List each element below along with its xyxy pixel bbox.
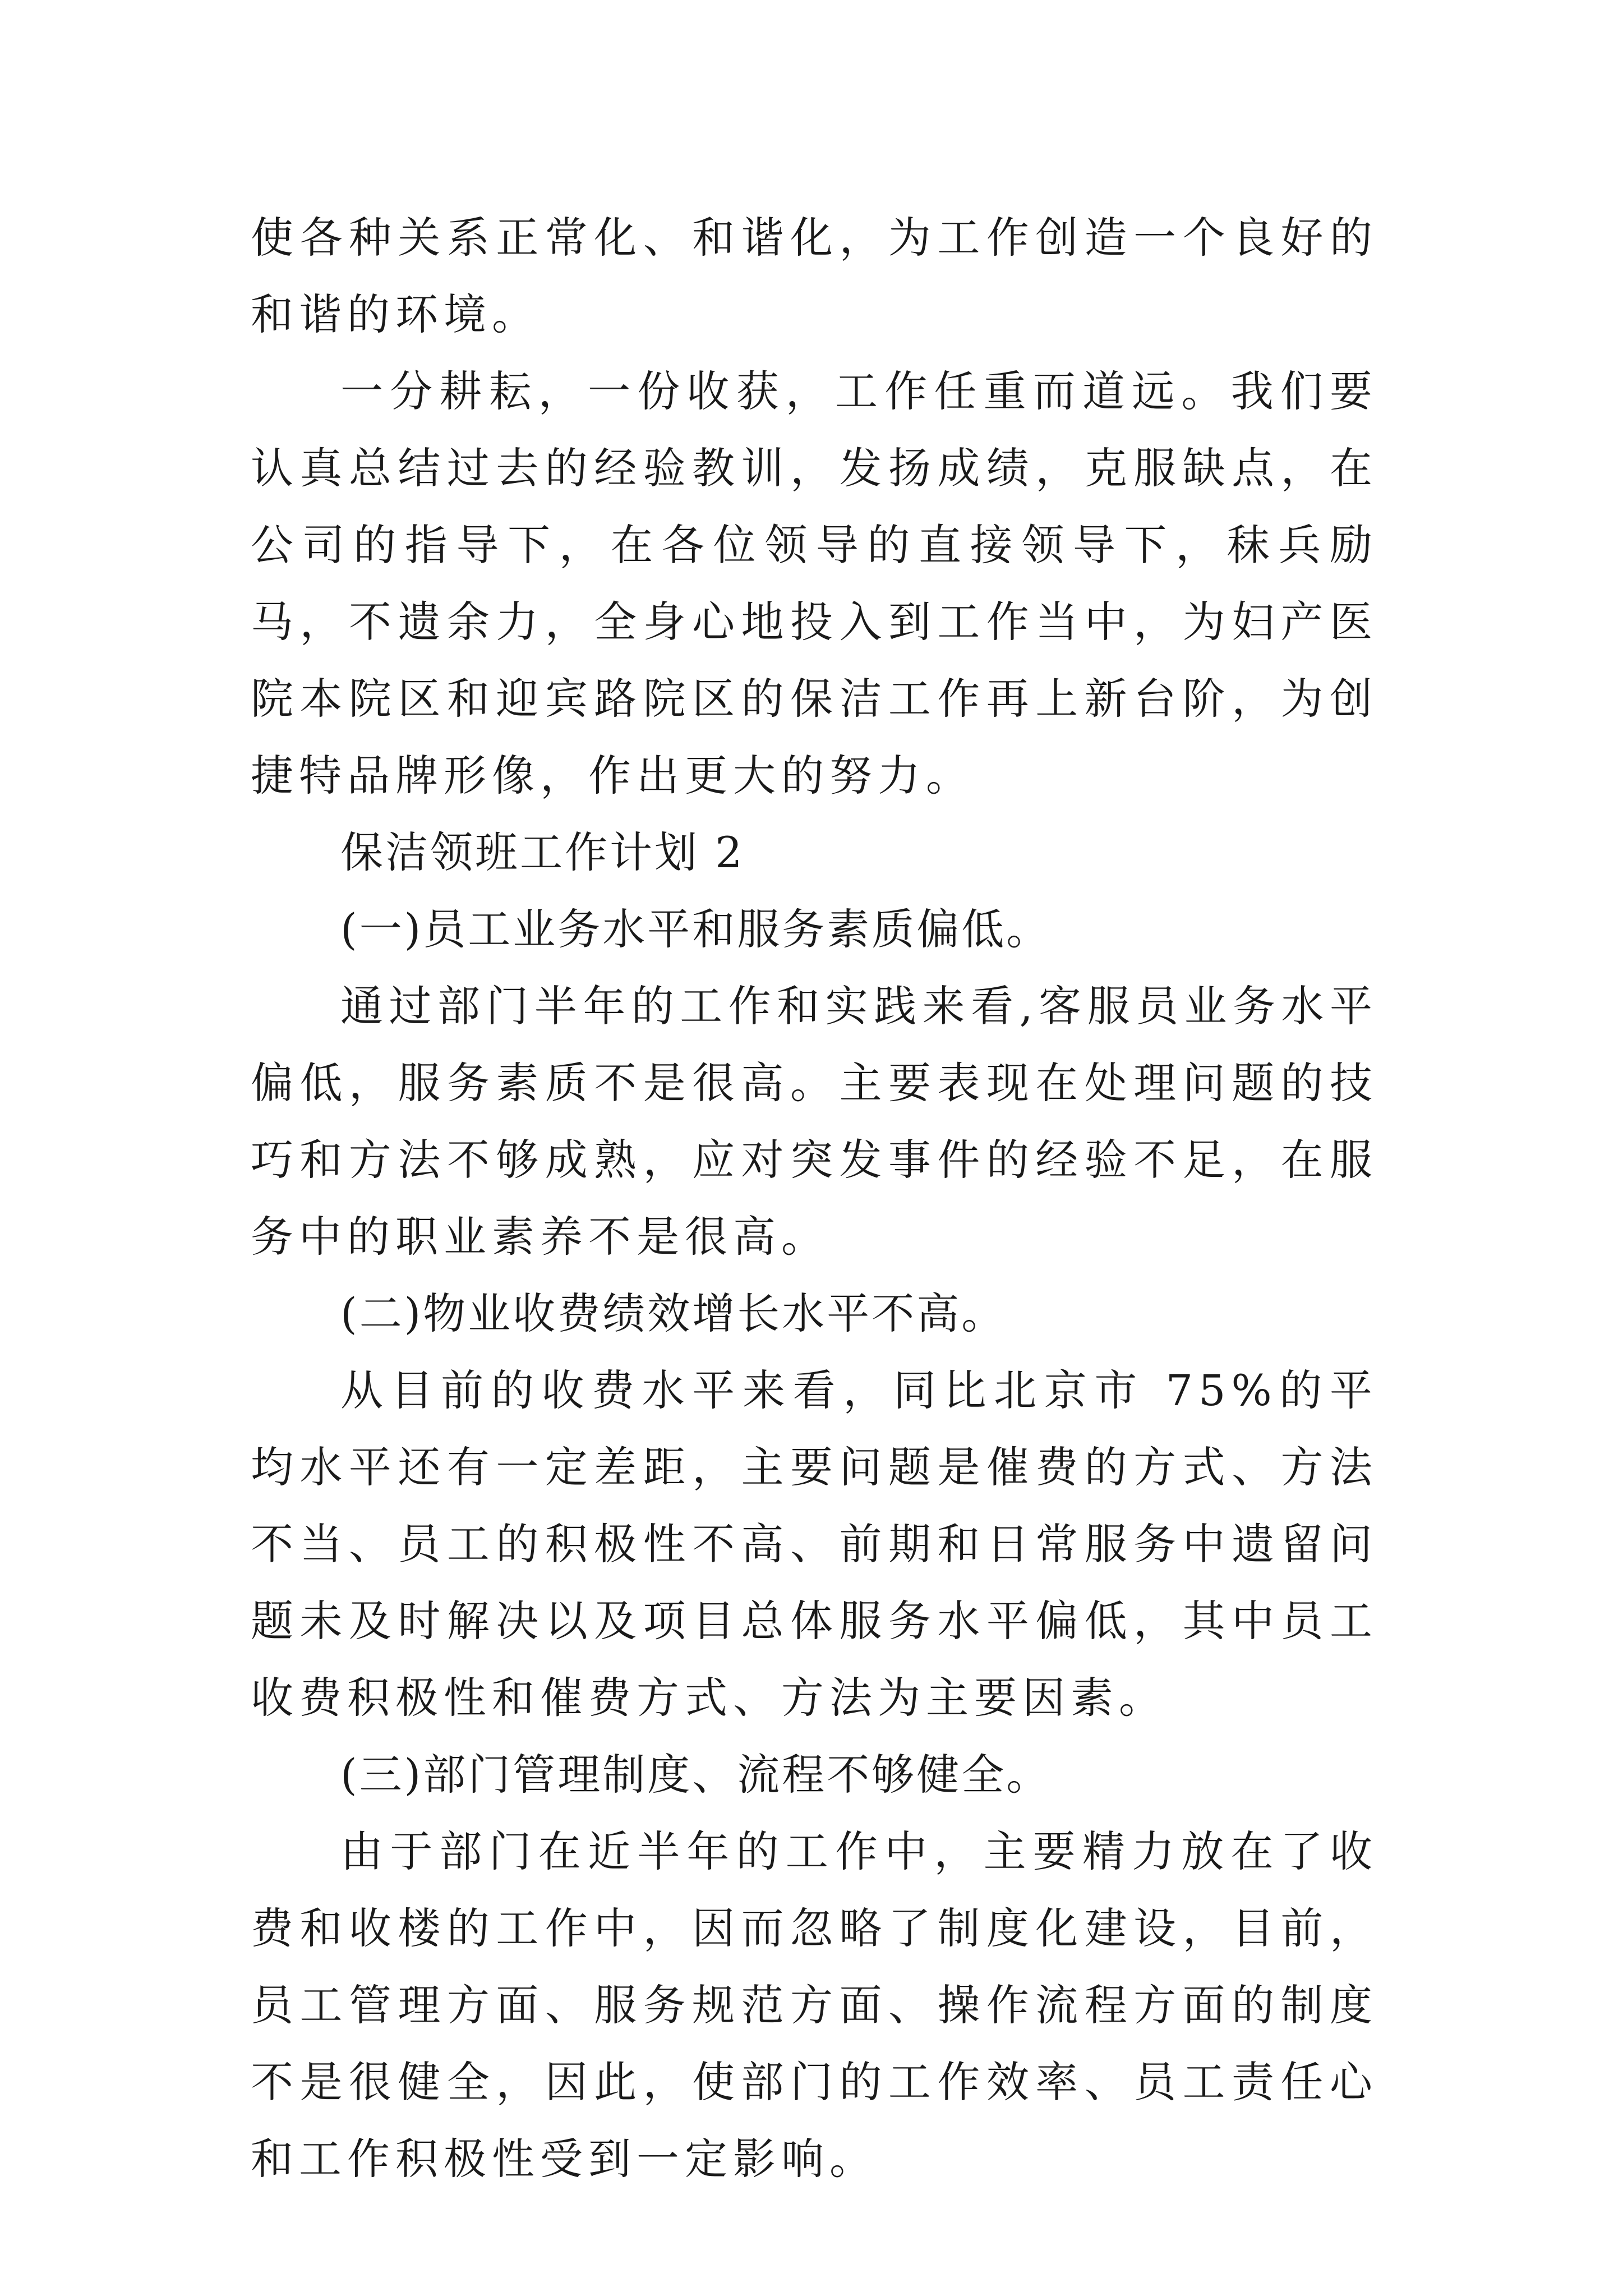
paragraph-continuation: 使各种关系正常化、和谐化，为工作创造一个良好的和谐的环境。	[251, 213, 1378, 339]
paragraph-summary: 一分耕耘，一份收获，工作任重而道远。我们要认真总结过去的经验教训，发扬成绩，克服缺点，在公司的指导下，在各位领导的直接领导下，秣兵励马，不遗余力，全身心地投入到工作当中，为妇产医院本院区和迎宾路院区的保洁工作再上新台阶，为创捷特品牌形像，作出更大的努力。	[251, 366, 1378, 800]
subheading-3: (三)部门管理制度、流程不够健全。	[340, 1750, 1052, 1800]
paragraph-2: 从目前的收费水平来看，同比北京市 75%的平均水平还有一定差距，主要问题是催费的方式、方法不当、员工的积极性不高、前期和日常服务中遗留问题未及时解决以及项目总体服务水平偏低，其中员工收费积极性和催费方式、方法为主要因素。	[251, 1365, 1378, 1723]
subheading-2: (二)物业收费绩效增长水平不高。	[340, 1289, 1007, 1338]
document-body	[251, 199, 1378, 2197]
paragraph-3: 由于部门在近半年的工作中，主要精力放在了收费和收楼的工作中，因而忽略了制度化建设，目前，员工管理方面、服务规范方面、操作流程方面的制度不是很健全，因此，使部门的工作效率、员工责任心和工作积极性受到一定影响。	[251, 1826, 1378, 2184]
paragraph-1: 通过部门半年的工作和实践来看,客服员业务水平偏低，服务素质不是很高。主要表现在处理问题的技巧和方法不够成熟，应对突发事件的经验不足，在服务中的职业素养不是很高。	[251, 981, 1378, 1262]
section-title-plan-2: 保洁领班工作计划 2	[340, 827, 745, 877]
subheading-1: (一)员工业务水平和服务素质偏低。	[340, 904, 1052, 954]
